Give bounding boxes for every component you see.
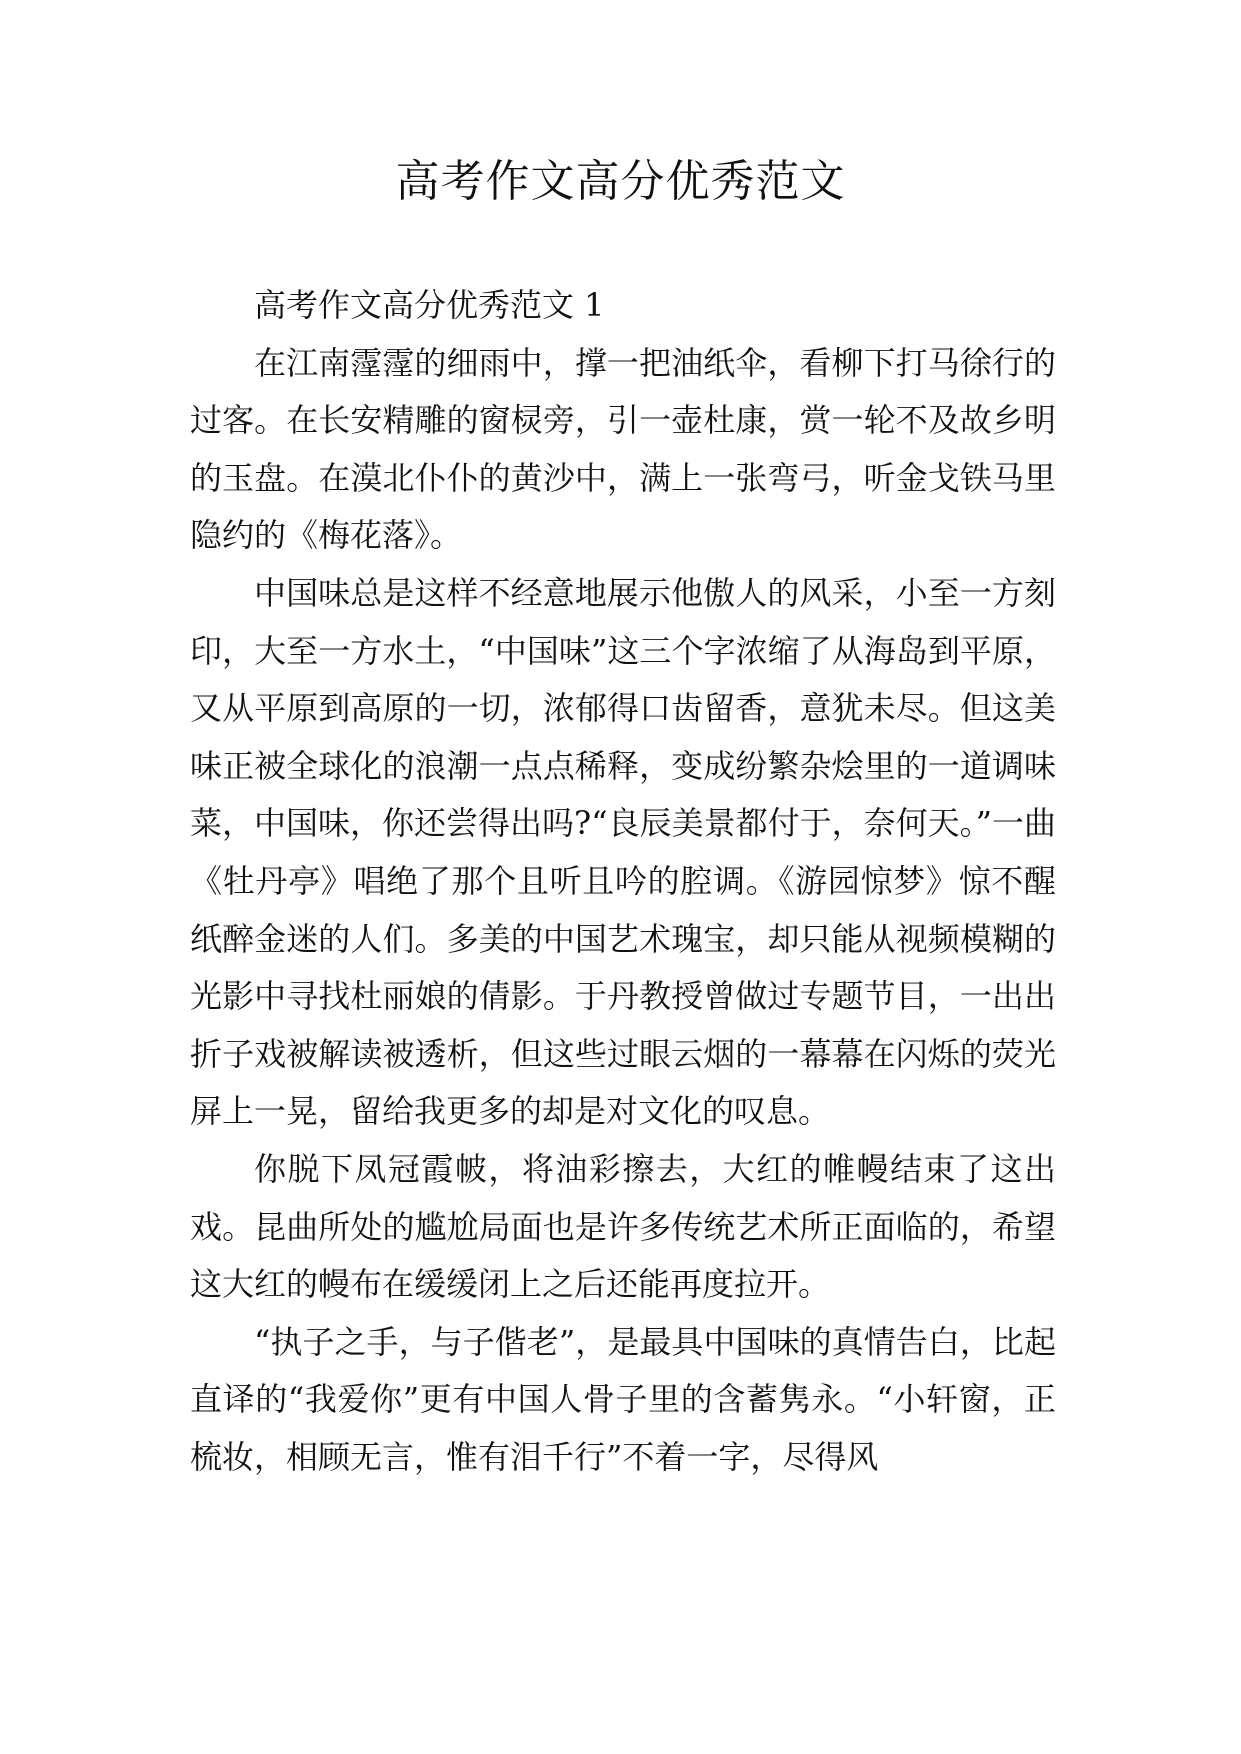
document-body [190, 277, 1056, 1486]
paragraph-3: 你脱下凤冠霞帔，将油彩擦去，大红的帷幔结束了这出戏。昆曲所处的尴尬局面也是许多传统艺术所正面临的，希望这大红的幔布在缓缓闭上之后还能再度拉开。 [190, 1149, 1056, 1304]
paragraph-4: “执子之手，与子偕老”，是最具中国味的真情告白，比起直译的“我爱你”更有中国人骨子里的含蓄隽永。“小轩窗，正梳妆，相顾无言，惟有泪千行”不着一字，尽得风 [190, 1322, 1056, 1476]
document-title: 高考作文高分优秀范文 [395, 156, 846, 207]
paragraph-1: 在江南霪霪的细雨中，撑一把油纸伞，看柳下打马徐行的过客。在长安精雕的窗棂旁，引一壶杜康，赏一轮不及故乡明的玉盘。在漠北仆仆的黄沙中，满上一张弯弓，听金戈铁马里隐约的《梅花落》。 [190, 343, 1056, 555]
section-heading: 高考作文高分优秀范文 1 [254, 286, 605, 324]
paragraph-2: 中国味总是这样不经意地展示他傲人的风采，小至一方刻印，大至一方水土，“中国味”这三个字浓缩了从海岛到平原，又从平原到高原的一切，浓郁得口齿留香，意犹未尽。但这美味正被全球化的浪潮一点点稀释，变成纷繁杂烩里的一道调味菜，中国味，你还尝得出吗?“良辰美景都付于，奈何天。”一曲《牡丹亭》唱绝了那个且听且吟的腔调。《游园惊梦》惊不醒纸醉金迷的人们。多美的中国艺术瑰宝，却只能从视频模糊的光影中寻找杜丽娘的倩影。于丹教授曾做过专题节目，一出出折子戏被解读被透析，但这些过眼云烟的一幕幕在闪烁的荧光屏上一晃，留给我更多的却是对文化的叹息。 [190, 573, 1056, 1131]
